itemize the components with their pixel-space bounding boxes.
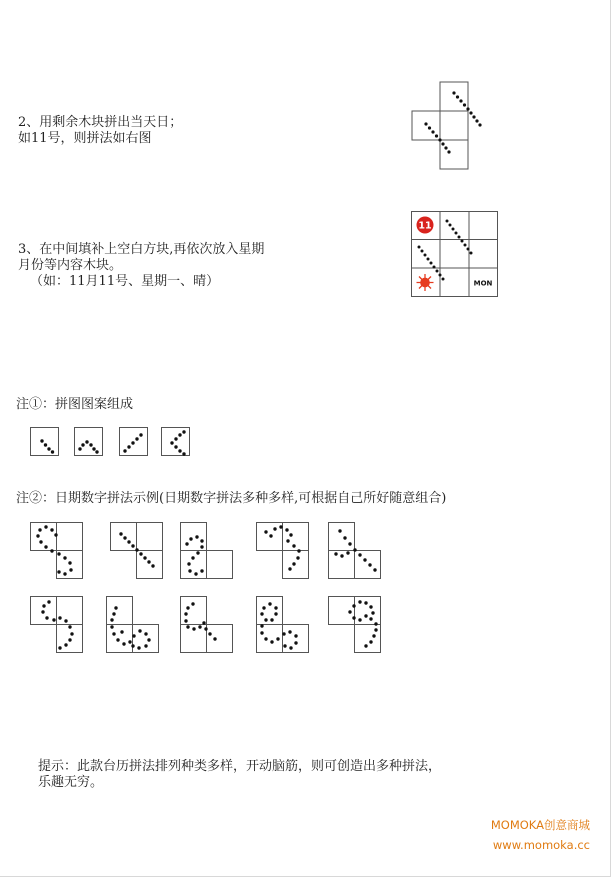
note1-title: 注①：拼图图案组成: [16, 397, 134, 412]
sun-icon: [417, 274, 434, 291]
brand-url[interactable]: www.momoka.cc: [492, 838, 590, 852]
section3-line2: 月份等内容木块。: [18, 258, 123, 273]
section3-line3: （如：11月11号、星期一、晴）: [30, 274, 220, 289]
puzzle-pieces-row: [30, 427, 195, 458]
digit-example-row-2: [30, 596, 392, 658]
digit-example-row-1: [30, 522, 392, 582]
weekday-label: MON: [473, 279, 493, 288]
day-badge-label: 11: [418, 220, 432, 232]
calendar-grid-example: [411, 211, 499, 297]
cross-arrangement-figure: [410, 82, 470, 170]
brand-name: MOMOKA创意商城: [490, 818, 590, 832]
tip-line2: 乐趣无穷。: [38, 775, 104, 790]
section3-line1: 3、在中间填补上空白方块,再依次放入星期: [18, 242, 265, 257]
note2-title: 注②：日期数字拼法示例(日期数字拼法多种多样,可根据自己所好随意组合): [16, 491, 447, 506]
tip-line1: 提示：此款台历拼法排列种类多样，开动脑筋，则可创造出多种拼法，: [38, 759, 442, 774]
section2-line2: 如11号，则拼法如右图: [18, 131, 152, 146]
section2-line1: 2、用剩余木块拼出当天日；: [18, 115, 183, 130]
